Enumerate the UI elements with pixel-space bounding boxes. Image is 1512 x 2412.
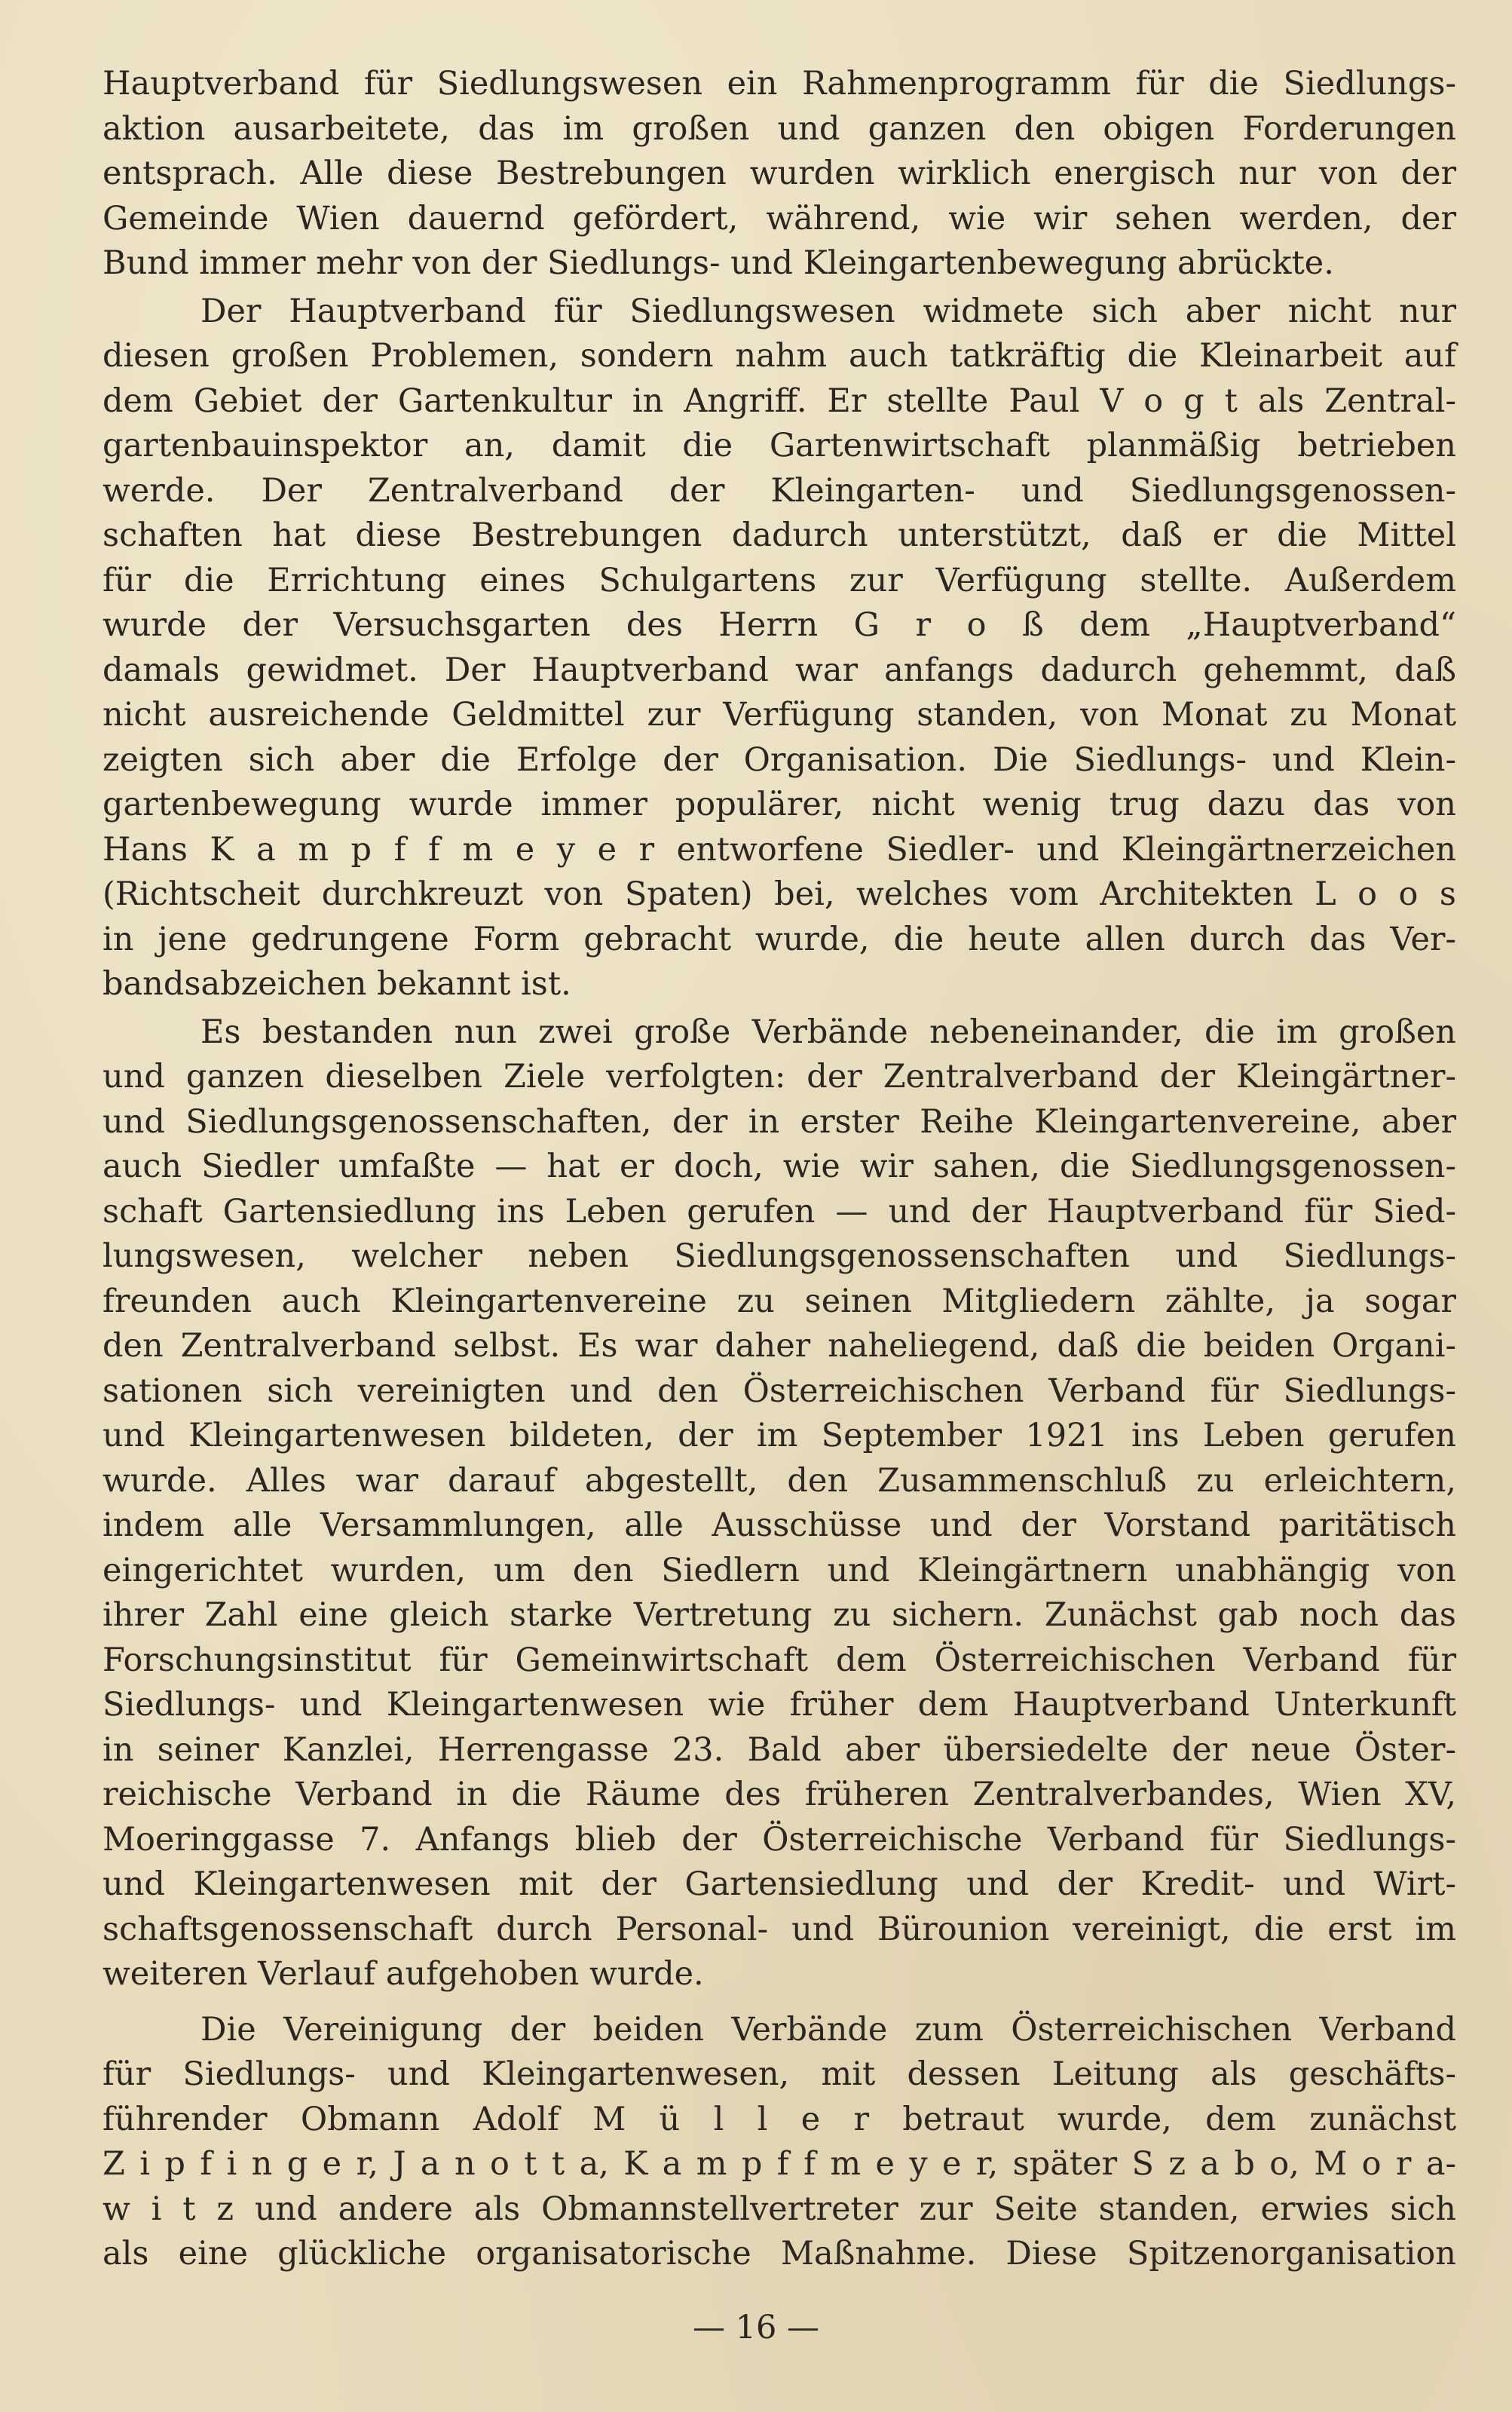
text-line: zeigten sich aber die Erfolge der Organisation. Die Siedlungs- und Klein- [103, 740, 1456, 779]
text-line: Es bestanden nun zwei große Verbände nebeneinander, die im großen [200, 1013, 1456, 1051]
body-text [103, 62, 1456, 2277]
text-line: für die Errichtung eines Schulgartens zur Verfügung stellte. Außerdem [103, 561, 1456, 599]
text-line: diesen großen Problemen, sondern nahm auch tatkräftig die Kleinarbeit auf [103, 337, 1456, 375]
text-line: in seiner Kanzlei, Herrengasse 23. Bald aber übersiedelte der neue Öster- [103, 1730, 1456, 1769]
text-line: gartenbewegung wurde immer populärer, nicht wenig trug dazu das von [103, 786, 1456, 823]
text-line: ihrer Zahl eine gleich starke Vertretung zu sichern. Zunächst gab noch das [103, 1596, 1456, 1634]
text-line: Gemeinde Wien dauernd gefördert, während, wie wir sehen werden, der [103, 199, 1456, 238]
text-line: schaft Gartensiedlung ins Leben gerufen — und der Hauptverband für Sied- [103, 1192, 1456, 1231]
text-line: weiteren Verlauf aufgehoben wurde. [103, 1955, 704, 1993]
text-line: und Siedlungsgenossenschaften, der in erster Reihe Kleingartenvereine, aber [103, 1102, 1456, 1141]
text-line: indem alle Versammlungen, alle Ausschüsse und der Vorstand paritätisch [103, 1506, 1456, 1544]
text-line: nicht ausreichende Geldmittel zur Verfügung standen, von Monat zu Monat [103, 696, 1456, 734]
text-line: in jene gedrungene Form gebracht wurde, die heute allen durch das Ver- [103, 920, 1456, 958]
text-line: freunden auch Kleingartenvereine zu seinen Mitgliedern zählte, ja sogar [103, 1282, 1456, 1320]
text-line: Der Hauptverband für Siedlungswesen widmete sich aber nicht nur [200, 292, 1456, 330]
page-number: — 16 — [692, 2309, 820, 2346]
text-line: schaftsgenossenschaft durch Personal- und Bürounion vereinigt, die erst im [103, 1910, 1456, 1948]
text-line: Siedlungs- und Kleingartenwesen wie früher dem Hauptverband Unterkunft [103, 1686, 1456, 1724]
text-line: eingerichtet wurden, um den Siedlern und Kleingärtnern unabhängig von [103, 1551, 1456, 1589]
text-line: dem Gebiet der Gartenkultur in Angriff. Er stellte Paul V o g t als Zentral- [103, 382, 1456, 420]
paragraph [103, 62, 1456, 287]
text-line: entsprach. Alle diese Bestrebungen wurden wirklich energisch nur von der [103, 155, 1456, 192]
paragraph [103, 1010, 1456, 1997]
text-line: bandsabzeichen bekannt ist. [103, 965, 571, 1003]
text-line: den Zentralverband selbst. Es war daher naheliegend, daß die beiden Organi- [103, 1327, 1456, 1365]
text-line: Die Vereinigung der beiden Verbände zum Österreichischen Verband [200, 2010, 1456, 2049]
text-line: damals gewidmet. Der Hauptverband war anfangs dadurch gehemmt, daß [103, 651, 1456, 689]
text-line: schaften hat diese Bestrebungen dadurch unterstützt, daß er die Mittel [103, 516, 1456, 554]
text-line: lungswesen, welcher neben Siedlungsgenossenschaften und Siedlungs- [103, 1237, 1456, 1275]
text-line: Moeringgasse 7. Anfangs blieb der Österreichische Verband für Siedlungs- [103, 1820, 1456, 1859]
text-line: auch Siedler umfaßte — hat er doch, wie wir sahen, die Siedlungsgenossen- [103, 1148, 1456, 1185]
text-line: Hauptverband für Siedlungswesen ein Rahmenprogramm für die Siedlungs- [103, 65, 1456, 103]
text-line: als eine glückliche organisatorische Maßnahme. Diese Spitzenorganisation [103, 2235, 1456, 2273]
text-line: für Siedlungs- und Kleingartenwesen, mit dessen Leitung als geschäfts- [103, 2055, 1456, 2093]
text-line: und Kleingartenwesen bildeten, der im September 1921 ins Leben gerufen [103, 1417, 1456, 1454]
text-line: Z i p f i n g e r, J a n o t t a, K a m p f f m e y e r, später S z a b o, M o r a- [103, 2145, 1456, 2183]
text-line: wurde der Versuchsgarten des Herrn G r o ß dem „Hauptverband“ [103, 606, 1456, 644]
text-line: und Kleingartenwesen mit der Gartensiedlung und der Kredit- und Wirt- [103, 1865, 1456, 1903]
paragraph [103, 2008, 1456, 2277]
paragraph [103, 290, 1456, 1007]
text-line: aktion ausarbeitete, das im großen und ganzen den obigen Forderungen [103, 109, 1456, 148]
text-line: (Richtscheit durchkreuzt von Spaten) bei, welches vom Architekten L o o s [103, 875, 1456, 913]
text-line: Bund immer mehr von der Siedlungs- und Kleingartenbewegung abrückte. [103, 244, 1334, 282]
text-line: sationen sich vereinigten und den Österreichischen Verband für Siedlungs- [103, 1371, 1456, 1410]
text-line: werde. Der Zentralverband der Kleingarten- und Siedlungsgenossen- [103, 471, 1456, 510]
text-line: reichische Verband in die Räume des früheren Zentralverbandes, Wien XV, [103, 1776, 1456, 1813]
text-line: Forschungsinstitut für Gemeinwirtschaft dem Österreichischen Verband für [103, 1641, 1456, 1679]
text-line: Hans K a m p f f m e y e r entworfene Siedler- und Kleingärtnerzeichen [103, 830, 1456, 869]
text-line: wurde. Alles war darauf abgestellt, den Zusammenschluß zu erleichtern, [103, 1461, 1456, 1500]
text-line: w i t z und andere als Obmannstellvertreter zur Seite standen, erwies sich [103, 2190, 1456, 2228]
text-line: und ganzen dieselben Ziele verfolgten: der Zentralverband der Kleingärtner- [103, 1058, 1456, 1096]
text-line: gartenbauinspektor an, damit die Gartenwirtschaft planmäßig betrieben [103, 427, 1456, 464]
text-line: führender Obmann Adolf M ü l l e r betraut wurde, dem zunächst [103, 2100, 1456, 2138]
